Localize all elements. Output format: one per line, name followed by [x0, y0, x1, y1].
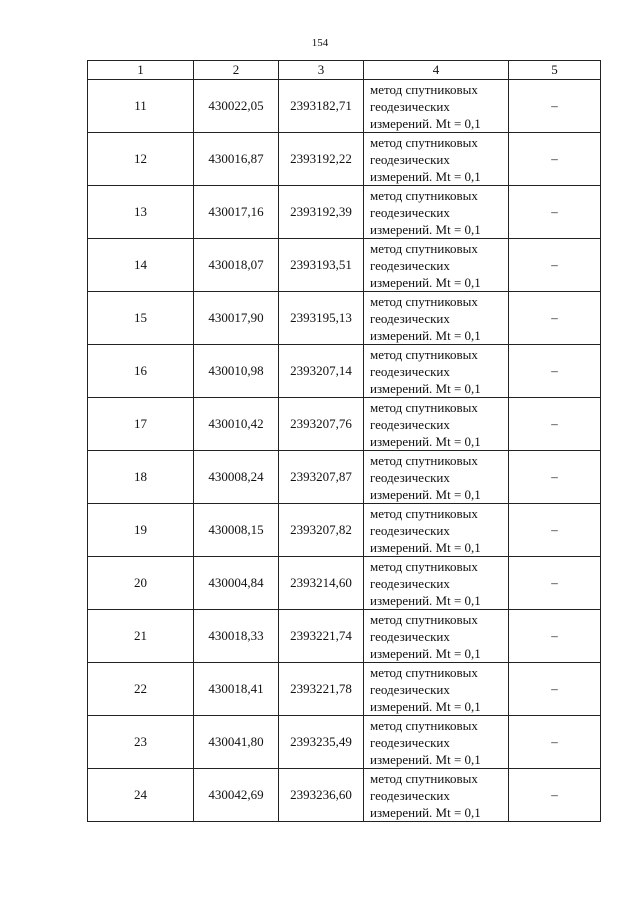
method-text-line: метод спутниковых	[370, 452, 478, 468]
method-cell	[364, 769, 509, 822]
y-coordinate-cell: 2393207,87	[279, 451, 364, 504]
note-cell: –	[509, 716, 601, 769]
table-row	[88, 345, 601, 398]
y-coordinate-cell: 2393236,60	[279, 769, 364, 822]
method-cell	[364, 186, 509, 239]
table-header	[88, 61, 601, 80]
note-cell: –	[509, 769, 601, 822]
x-coordinate-cell: 430042,69	[194, 769, 279, 822]
method-cell	[364, 451, 509, 504]
y-coordinate-cell: 2393207,76	[279, 398, 364, 451]
x-coordinate-cell: 430004,84	[194, 557, 279, 610]
method-text-line: метод спутниковых	[370, 187, 478, 203]
point-number-cell: 17	[88, 398, 194, 451]
point-number-cell: 11	[88, 80, 194, 133]
header-cell-col-3: 3	[279, 61, 364, 80]
table-row	[88, 716, 601, 769]
note-cell: –	[509, 239, 601, 292]
x-coordinate-cell: 430008,24	[194, 451, 279, 504]
method-cell	[364, 716, 509, 769]
note-cell: –	[509, 451, 601, 504]
point-number-cell: 18	[88, 451, 194, 504]
y-coordinate-cell: 2393195,13	[279, 292, 364, 345]
table-row	[88, 557, 601, 610]
method-text-line: геодезических	[370, 575, 450, 591]
method-text-line: метод спутниковых	[370, 293, 478, 309]
table-body	[88, 80, 601, 822]
method-cell	[364, 610, 509, 663]
table-row	[88, 186, 601, 239]
y-coordinate-cell: 2393192,39	[279, 186, 364, 239]
table-row	[88, 610, 601, 663]
point-number-cell: 23	[88, 716, 194, 769]
header-cell-col-4: 4	[364, 61, 509, 80]
method-text-line: метод спутниковых	[370, 717, 478, 733]
method-cell	[364, 504, 509, 557]
point-number-cell: 12	[88, 133, 194, 186]
method-cell	[364, 292, 509, 345]
table-row	[88, 80, 601, 133]
method-text-line: геодезических	[370, 98, 450, 114]
x-coordinate-cell: 430022,05	[194, 80, 279, 133]
method-text-line: геодезических	[370, 734, 450, 750]
x-coordinate-cell: 430010,42	[194, 398, 279, 451]
method-text-line: измерений. Mt = 0,1	[370, 698, 481, 714]
x-coordinate-cell: 430017,16	[194, 186, 279, 239]
method-text-line: измерений. Mt = 0,1	[370, 433, 481, 449]
x-coordinate-cell: 430010,98	[194, 345, 279, 398]
method-cell	[364, 133, 509, 186]
method-text-line: метод спутниковых	[370, 346, 478, 362]
method-text-line: геодезических	[370, 416, 450, 432]
method-text-line: метод спутниковых	[370, 611, 478, 627]
method-cell	[364, 80, 509, 133]
method-text-line: измерений. Mt = 0,1	[370, 168, 481, 184]
point-number-cell: 16	[88, 345, 194, 398]
method-cell	[364, 663, 509, 716]
note-cell: –	[509, 398, 601, 451]
table-row	[88, 133, 601, 186]
note-cell: –	[509, 610, 601, 663]
table-row	[88, 504, 601, 557]
method-cell	[364, 239, 509, 292]
method-text-line: измерений. Mt = 0,1	[370, 751, 481, 767]
method-text-line: измерений. Mt = 0,1	[370, 804, 481, 820]
table-row	[88, 663, 601, 716]
page-number: 154	[311, 37, 329, 49]
table-row	[88, 239, 601, 292]
table-row	[88, 451, 601, 504]
point-number-cell: 22	[88, 663, 194, 716]
method-text-line: геодезических	[370, 257, 450, 273]
header-cell-col-5: 5	[509, 61, 601, 80]
method-text-line: геодезических	[370, 151, 450, 167]
table-row	[88, 292, 601, 345]
method-cell	[364, 557, 509, 610]
coordinates-table	[87, 60, 601, 822]
method-text-line: геодезических	[370, 681, 450, 697]
y-coordinate-cell: 2393207,14	[279, 345, 364, 398]
header-cell-col-2: 2	[194, 61, 279, 80]
point-number-cell: 14	[88, 239, 194, 292]
x-coordinate-cell: 430016,87	[194, 133, 279, 186]
method-text-line: измерений. Mt = 0,1	[370, 380, 481, 396]
method-text-line: измерений. Mt = 0,1	[370, 539, 481, 555]
method-text-line: метод спутниковых	[370, 399, 478, 415]
method-cell	[364, 398, 509, 451]
point-number-cell: 13	[88, 186, 194, 239]
method-cell	[364, 345, 509, 398]
method-text-line: измерений. Mt = 0,1	[370, 592, 481, 608]
x-coordinate-cell: 430018,07	[194, 239, 279, 292]
method-text-line: геодезических	[370, 628, 450, 644]
y-coordinate-cell: 2393221,74	[279, 610, 364, 663]
method-text-line: геодезических	[370, 310, 450, 326]
point-number-cell: 20	[88, 557, 194, 610]
method-text-line: геодезических	[370, 787, 450, 803]
method-text-line: измерений. Mt = 0,1	[370, 274, 481, 290]
note-cell: –	[509, 663, 601, 716]
x-coordinate-cell: 430018,41	[194, 663, 279, 716]
method-text-line: измерений. Mt = 0,1	[370, 115, 481, 131]
note-cell: –	[509, 557, 601, 610]
method-text-line: геодезических	[370, 469, 450, 485]
point-number-cell: 19	[88, 504, 194, 557]
method-text-line: геодезических	[370, 363, 450, 379]
x-coordinate-cell: 430041,80	[194, 716, 279, 769]
table-row	[88, 769, 601, 822]
method-text-line: метод спутниковых	[370, 240, 478, 256]
note-cell: –	[509, 292, 601, 345]
method-text-line: измерений. Mt = 0,1	[370, 327, 481, 343]
y-coordinate-cell: 2393221,78	[279, 663, 364, 716]
point-number-cell: 24	[88, 769, 194, 822]
x-coordinate-cell: 430018,33	[194, 610, 279, 663]
y-coordinate-cell: 2393192,22	[279, 133, 364, 186]
header-row	[88, 61, 601, 80]
method-text-line: метод спутниковых	[370, 81, 478, 97]
method-text-line: геодезических	[370, 204, 450, 220]
x-coordinate-cell: 430008,15	[194, 504, 279, 557]
method-text-line: измерений. Mt = 0,1	[370, 645, 481, 661]
point-number-cell: 21	[88, 610, 194, 663]
y-coordinate-cell: 2393182,71	[279, 80, 364, 133]
point-number-cell: 15	[88, 292, 194, 345]
y-coordinate-cell: 2393235,49	[279, 716, 364, 769]
method-text-line: геодезических	[370, 522, 450, 538]
y-coordinate-cell: 2393193,51	[279, 239, 364, 292]
table-row	[88, 398, 601, 451]
method-text-line: метод спутниковых	[370, 664, 478, 680]
method-text-line: метод спутниковых	[370, 134, 478, 150]
note-cell: –	[509, 504, 601, 557]
header-cell-col-1: 1	[88, 61, 194, 80]
y-coordinate-cell: 2393207,82	[279, 504, 364, 557]
note-cell: –	[509, 186, 601, 239]
method-text-line: метод спутниковых	[370, 558, 478, 574]
note-cell: –	[509, 80, 601, 133]
method-text-line: метод спутниковых	[370, 770, 478, 786]
x-coordinate-cell: 430017,90	[194, 292, 279, 345]
y-coordinate-cell: 2393214,60	[279, 557, 364, 610]
note-cell: –	[509, 133, 601, 186]
method-text-line: метод спутниковых	[370, 505, 478, 521]
method-text-line: измерений. Mt = 0,1	[370, 486, 481, 502]
method-text-line: измерений. Mt = 0,1	[370, 221, 481, 237]
note-cell: –	[509, 345, 601, 398]
